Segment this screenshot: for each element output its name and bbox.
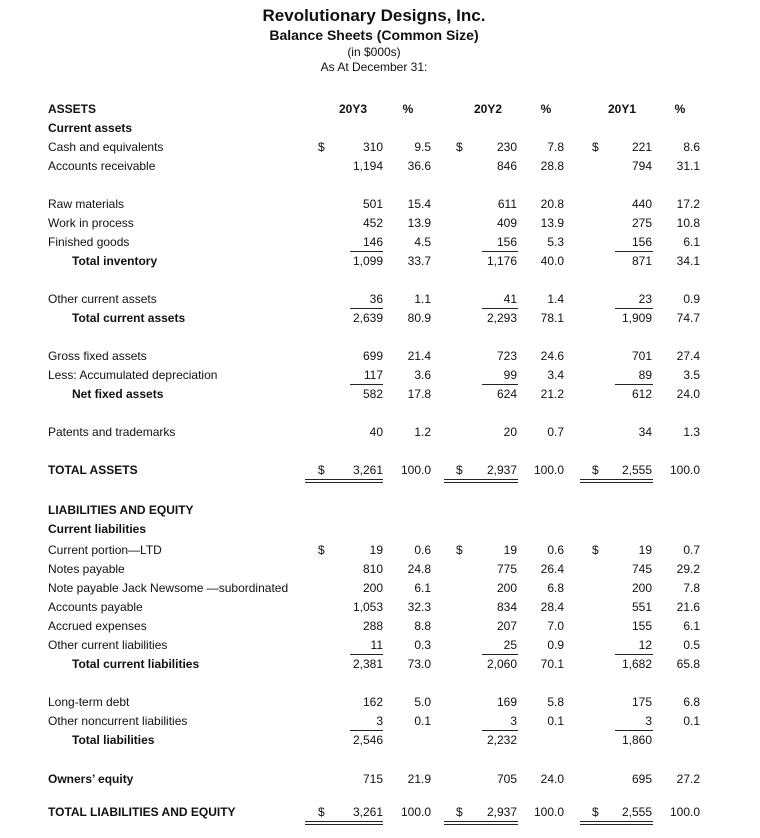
percent-cell: 32.3 — [407, 600, 431, 614]
percent-cell: 28.8 — [540, 159, 564, 173]
percent-cell: 17.2 — [676, 197, 700, 211]
amount-cell: 723 — [496, 349, 517, 363]
amount-cell: 200 — [362, 581, 383, 595]
percent-cell: 70.1 — [540, 657, 564, 671]
percent-cell: 13.9 — [540, 216, 564, 230]
table-row — [0, 311, 760, 330]
amount-cell: 12 — [638, 638, 652, 652]
amount-cell: 701 — [631, 349, 652, 363]
amount-cell: 40 — [369, 425, 383, 439]
row-label: Accounts payable — [48, 600, 143, 614]
table-row — [0, 695, 760, 714]
currency-symbol: $ — [456, 543, 463, 557]
currency-symbol: $ — [318, 463, 325, 477]
row-label: Net fixed assets — [72, 387, 164, 401]
table-row — [0, 522, 760, 541]
row-label: Current portion—LTD — [48, 543, 162, 557]
amount-cell: 624 — [496, 387, 517, 401]
amount-cell: 2,232 — [486, 733, 517, 747]
table-row — [0, 102, 760, 121]
amount-cell: 810 — [362, 562, 383, 576]
table-row — [0, 349, 760, 368]
percent-cell: 21.2 — [540, 387, 564, 401]
row-label: Note payable Jack Newsome —subordinated — [48, 581, 289, 595]
amount-cell: 1,053 — [352, 600, 383, 614]
amount-cell: 117 — [363, 368, 383, 382]
percent-cell: 21.6 — [676, 600, 700, 614]
amount-cell: 2,381 — [352, 657, 383, 671]
percent-cell: 29.2 — [676, 562, 700, 576]
amount-cell: 207 — [496, 619, 517, 633]
amount-cell: 1,099 — [352, 254, 383, 268]
subtotal-rule — [615, 730, 653, 731]
percent-cell: 0.6 — [547, 543, 564, 557]
row-label: Notes payable — [48, 562, 125, 576]
col-header-pct-20y1: % — [674, 102, 686, 116]
total-double-rule — [580, 479, 653, 483]
currency-symbol: $ — [592, 140, 599, 154]
amount-cell: 440 — [631, 197, 652, 211]
total-double-rule — [305, 821, 383, 825]
row-label: Less: Accumulated depreciation — [48, 368, 218, 382]
table-row — [0, 543, 760, 562]
col-header-20y1: 20Y1 — [607, 102, 637, 116]
amount-cell: 200 — [631, 581, 652, 595]
amount-cell: 41 — [503, 292, 517, 306]
subtotal-rule — [350, 654, 383, 655]
row-label: Accounts receivable — [48, 159, 156, 173]
amount-cell: 2,555 — [621, 805, 652, 819]
amount-cell: 20 — [503, 425, 517, 439]
amount-cell: 846 — [496, 159, 517, 173]
percent-cell: 7.8 — [683, 581, 700, 595]
percent-cell: 34.1 — [676, 254, 700, 268]
percent-cell: 10.8 — [676, 216, 700, 230]
amount-cell: 582 — [362, 387, 383, 401]
percent-cell: 3.4 — [547, 368, 564, 382]
units-note: (in $000s) — [347, 45, 401, 59]
amount-cell: 695 — [631, 772, 652, 786]
subtotal-rule — [350, 384, 383, 385]
currency-symbol: $ — [592, 463, 599, 477]
table-row — [0, 121, 760, 140]
amount-cell: 2,555 — [621, 463, 652, 477]
row-label: Total current liabilities — [72, 657, 200, 671]
table-row — [0, 387, 760, 406]
percent-cell: 1.3 — [683, 425, 700, 439]
percent-cell: 20.8 — [540, 197, 564, 211]
table-row — [0, 159, 760, 178]
amount-cell: 1,194 — [352, 159, 383, 173]
amount-cell: 162 — [362, 695, 383, 709]
percent-cell: 6.1 — [414, 581, 431, 595]
amount-cell: 3 — [376, 714, 383, 728]
percent-cell: 26.4 — [540, 562, 564, 576]
table-row — [0, 600, 760, 619]
amount-cell: 89 — [638, 368, 652, 382]
percent-cell: 15.4 — [407, 197, 431, 211]
percent-cell: 0.9 — [547, 638, 564, 652]
col-header-20y3: 20Y3 — [338, 102, 368, 116]
total-double-rule — [444, 821, 518, 825]
amount-cell: 156 — [496, 235, 517, 249]
percent-cell: 100.0 — [533, 805, 564, 819]
amount-cell: 775 — [496, 562, 517, 576]
col-header-pct-20y2: % — [540, 102, 552, 116]
amount-cell: 99 — [503, 368, 517, 382]
row-label: Work in process — [48, 216, 134, 230]
percent-cell: 7.8 — [547, 140, 564, 154]
currency-symbol: $ — [456, 805, 463, 819]
percent-cell: 80.9 — [407, 311, 431, 325]
amount-cell: 551 — [631, 600, 652, 614]
row-label: TOTAL ASSETS — [48, 463, 138, 477]
percent-cell: 78.1 — [540, 311, 564, 325]
percent-cell: 3.6 — [414, 368, 431, 382]
table-row — [0, 197, 760, 216]
amount-cell: 2,937 — [486, 805, 517, 819]
amount-cell: 175 — [631, 695, 652, 709]
amount-cell: 1,682 — [621, 657, 652, 671]
total-double-rule — [305, 479, 383, 483]
table-row — [0, 581, 760, 600]
percent-cell: 24.0 — [540, 772, 564, 786]
amount-cell: 156 — [631, 235, 652, 249]
col-header-20y2: 20Y2 — [473, 102, 503, 116]
amount-cell: 409 — [496, 216, 517, 230]
percent-cell: 24.0 — [676, 387, 700, 401]
table-row — [0, 254, 760, 273]
currency-symbol: $ — [318, 543, 325, 557]
percent-cell: 1.2 — [414, 425, 431, 439]
row-label: TOTAL LIABILITIES AND EQUITY — [48, 805, 236, 819]
table-row — [0, 562, 760, 581]
amount-cell: 452 — [362, 216, 383, 230]
percent-cell: 0.1 — [414, 714, 431, 728]
total-double-rule — [444, 479, 518, 483]
percent-cell: 100.0 — [533, 463, 564, 477]
amount-cell: 19 — [369, 543, 383, 557]
subtotal-rule — [350, 308, 383, 309]
percent-cell: 5.3 — [547, 235, 564, 249]
percent-cell: 27.2 — [676, 772, 700, 786]
subtotal-rule — [350, 730, 383, 731]
percent-cell: 13.9 — [407, 216, 431, 230]
amount-cell: 275 — [631, 216, 652, 230]
amount-cell: 3 — [510, 714, 517, 728]
percent-cell: 5.8 — [547, 695, 564, 709]
amount-cell: 2,639 — [352, 311, 383, 325]
amount-cell: 25 — [503, 638, 517, 652]
percent-cell: 6.1 — [683, 619, 700, 633]
amount-cell: 612 — [631, 387, 652, 401]
table-row — [0, 140, 760, 159]
subtotal-rule — [482, 654, 518, 655]
percent-cell: 8.8 — [414, 619, 431, 633]
row-label: Current liabilities — [48, 522, 147, 536]
row-label: Total liabilities — [72, 733, 155, 747]
amount-cell: 745 — [631, 562, 652, 576]
amount-cell: 2,060 — [486, 657, 517, 671]
amount-cell: 19 — [503, 543, 517, 557]
percent-cell: 0.1 — [547, 714, 564, 728]
percent-cell: 65.8 — [676, 657, 700, 671]
percent-cell: 73.0 — [407, 657, 431, 671]
percent-cell: 17.8 — [407, 387, 431, 401]
percent-cell: 6.8 — [547, 581, 564, 595]
amount-cell: 501 — [362, 197, 383, 211]
percent-cell: 5.0 — [414, 695, 431, 709]
percent-cell: 21.4 — [407, 349, 431, 363]
amount-cell: 230 — [496, 140, 517, 154]
amount-cell: 288 — [362, 619, 383, 633]
percent-cell: 31.1 — [676, 159, 700, 173]
subtotal-rule — [350, 251, 383, 252]
amount-cell: 871 — [631, 254, 652, 268]
currency-symbol: $ — [318, 805, 325, 819]
col-header-pct-20y3: % — [402, 102, 414, 116]
amount-cell: 34 — [638, 425, 652, 439]
percent-cell: 7.0 — [547, 619, 564, 633]
currency-symbol: $ — [592, 805, 599, 819]
percent-cell: 3.5 — [683, 368, 700, 382]
percent-cell: 6.1 — [683, 235, 700, 249]
amount-cell: 3 — [645, 714, 652, 728]
amount-cell: 2,293 — [486, 311, 517, 325]
amount-cell: 310 — [362, 140, 383, 154]
currency-symbol: $ — [456, 463, 463, 477]
amount-cell: 794 — [631, 159, 652, 173]
company-name: Revolutionary Designs, Inc. — [262, 6, 486, 25]
row-label: Current assets — [48, 121, 133, 135]
row-label: Other current liabilities — [48, 638, 168, 652]
row-label: Gross fixed assets — [48, 349, 147, 363]
amount-cell: 715 — [362, 772, 383, 786]
subtotal-rule — [615, 308, 653, 309]
amount-cell: 221 — [631, 140, 652, 154]
percent-cell: 100.0 — [400, 463, 431, 477]
amount-cell: 699 — [362, 349, 383, 363]
row-label: ASSETS — [48, 102, 97, 116]
percent-cell: 24.8 — [407, 562, 431, 576]
subtotal-rule — [482, 384, 518, 385]
table-row — [0, 657, 760, 676]
row-label: Owners’ equity — [48, 772, 134, 786]
row-label: Finished goods — [48, 235, 130, 249]
row-label: Other current assets — [48, 292, 157, 306]
percent-cell: 0.9 — [683, 292, 700, 306]
subtotal-rule — [615, 654, 653, 655]
currency-symbol: $ — [592, 543, 599, 557]
percent-cell: 24.6 — [540, 349, 564, 363]
amount-cell: 23 — [638, 292, 652, 306]
percent-cell: 0.7 — [547, 425, 564, 439]
subtotal-rule — [482, 251, 518, 252]
table-row — [0, 772, 760, 791]
amount-cell: 834 — [496, 600, 517, 614]
row-label: Cash and equivalents — [48, 140, 164, 154]
percent-cell: 0.6 — [414, 543, 431, 557]
row-label: Total current assets — [72, 311, 186, 325]
percent-cell: 36.6 — [407, 159, 431, 173]
percent-cell: 40.0 — [540, 254, 564, 268]
percent-cell: 100.0 — [669, 463, 700, 477]
row-label: Accrued expenses — [48, 619, 147, 633]
percent-cell: 1.4 — [547, 292, 564, 306]
subtotal-rule — [615, 384, 653, 385]
amount-cell: 200 — [496, 581, 517, 595]
subtotal-rule — [482, 730, 518, 731]
table-row — [0, 425, 760, 444]
subtotal-rule — [482, 308, 518, 309]
table-row — [0, 733, 760, 752]
percent-cell: 74.7 — [676, 311, 700, 325]
percent-cell: 0.5 — [683, 638, 700, 652]
subtotal-rule — [615, 251, 653, 252]
row-label: Other noncurrent liabilities — [48, 714, 188, 728]
percent-cell: 9.5 — [414, 140, 431, 154]
percent-cell: 28.4 — [540, 600, 564, 614]
percent-cell: 100.0 — [400, 805, 431, 819]
amount-cell: 1,860 — [621, 733, 652, 747]
amount-cell: 2,546 — [352, 733, 383, 747]
amount-cell: 1,176 — [486, 254, 517, 268]
row-label: Long-term debt — [48, 695, 130, 709]
percent-cell: 27.4 — [676, 349, 700, 363]
table-row — [0, 216, 760, 235]
percent-cell: 33.7 — [407, 254, 431, 268]
table-row — [0, 619, 760, 638]
row-label: LIABILITIES AND EQUITY — [48, 503, 194, 517]
amount-cell: 3,261 — [352, 463, 383, 477]
total-double-rule — [580, 821, 653, 825]
amount-cell: 11 — [370, 638, 383, 652]
row-label: Total inventory — [72, 254, 158, 268]
percent-cell: 8.6 — [683, 140, 700, 154]
percent-cell: 0.7 — [683, 543, 700, 557]
percent-cell: 0.3 — [414, 638, 431, 652]
as-of-date: As At December 31: — [320, 60, 428, 74]
amount-cell: 155 — [631, 619, 652, 633]
amount-cell: 705 — [496, 772, 517, 786]
amount-cell: 169 — [496, 695, 517, 709]
statement-title: Balance Sheets (Common Size) — [269, 27, 479, 43]
currency-symbol: $ — [456, 140, 463, 154]
percent-cell: 100.0 — [669, 805, 700, 819]
amount-cell: 2,937 — [486, 463, 517, 477]
percent-cell: 21.9 — [407, 772, 431, 786]
percent-cell: 0.1 — [683, 714, 700, 728]
amount-cell: 19 — [638, 543, 652, 557]
percent-cell: 6.8 — [683, 695, 700, 709]
percent-cell: 4.5 — [414, 235, 431, 249]
table-row — [0, 503, 760, 522]
amount-cell: 3,261 — [352, 805, 383, 819]
row-label: Patents and trademarks — [48, 425, 176, 439]
amount-cell: 146 — [362, 235, 383, 249]
currency-symbol: $ — [318, 140, 325, 154]
row-label: Raw materials — [48, 197, 125, 211]
amount-cell: 36 — [369, 292, 383, 306]
amount-cell: 1,909 — [621, 311, 652, 325]
amount-cell: 611 — [497, 197, 517, 211]
percent-cell: 1.1 — [414, 292, 431, 306]
